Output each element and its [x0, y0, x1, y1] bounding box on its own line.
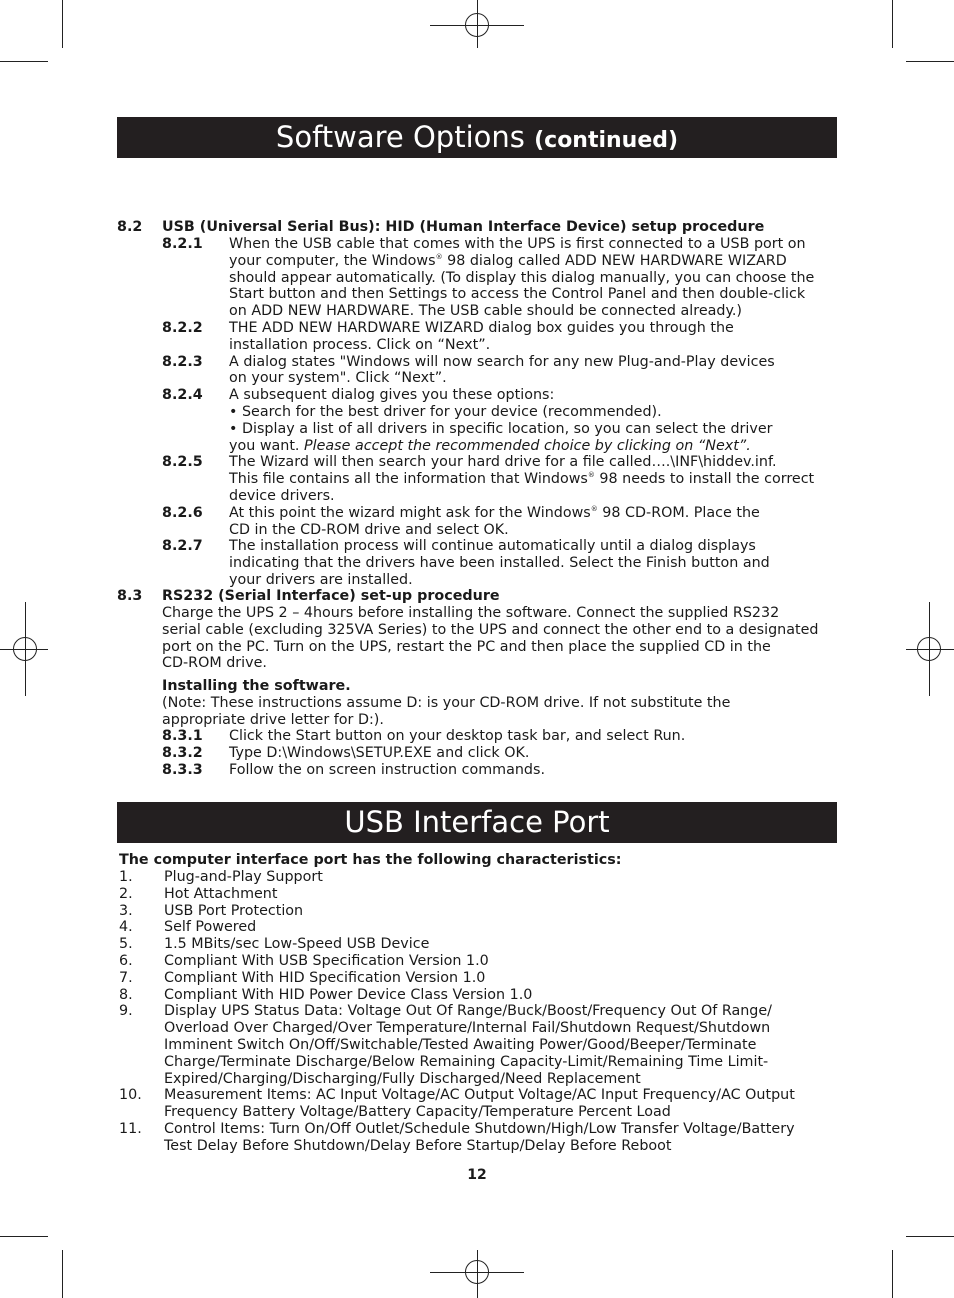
list-item-number: 1.	[119, 869, 133, 885]
section-heading: USB (Universal Serial Bus): HID (Human Interface Device) setup procedure	[162, 219, 765, 235]
step-text-line	[229, 421, 773, 438]
registered-mark: ®	[435, 252, 443, 261]
list-item-text: Control Items: Turn On/Off Outlet/Schedule Shutdown/High/Low Transfer Voltage/Battery	[164, 1121, 795, 1137]
text-run: • Search for the best driver for your device (recommended).	[229, 404, 662, 420]
install-heading: Installing the software.	[162, 678, 351, 694]
paragraph-line: serial cable (excluding 325VA Series) to the UPS and connect the other end to a designated	[162, 621, 819, 638]
step-text: Click the Start button on your desktop task bar, and select Run.	[229, 728, 686, 744]
section-number: 8.2	[117, 219, 143, 235]
section-number: 8.3	[117, 588, 143, 604]
text-run: on ADD NEW HARDWARE. The USB cable should be connected already.)	[229, 303, 743, 320]
list-item-number: 6.	[119, 953, 133, 969]
note-line: (Note: These instructions assume D: is your CD-ROM drive. If not substitute the	[162, 695, 731, 711]
paragraph-line: CD-ROM drive.	[162, 655, 267, 672]
list-item-text: USB Port Protection	[164, 902, 304, 919]
text-run: your computer, the Windows	[229, 252, 436, 269]
banner-title: Software Options	[275, 120, 525, 154]
step-number: 8.3.2	[162, 744, 203, 761]
list-item-number: 8.	[119, 986, 133, 1003]
section-heading: RS232 (Serial Interface) set-up procedure	[162, 588, 500, 604]
text-run: • Display a list of all drivers in specific location, so you can select the driver	[229, 420, 773, 437]
text-run: should appear automatically. (To display this dialog manually, you can choose the	[229, 269, 815, 286]
step-text-line	[229, 488, 335, 505]
list-item-number: 2.	[119, 885, 133, 902]
list-item-text: Charge/Terminate Discharge/Below Remaining Capacity-Limit/Remaining Time Limit-	[164, 1053, 769, 1070]
step-text-line	[229, 454, 777, 471]
list-item-number: 10.	[119, 1087, 142, 1104]
list-item-text: Compliant With USB Specification Version 1.0	[164, 953, 489, 969]
text-run: device drivers.	[229, 488, 335, 504]
step-text-line	[229, 303, 742, 320]
text-run: 98 dialog called ADD NEW HARDWARE WIZARD	[442, 252, 787, 269]
step-text-line	[229, 286, 805, 303]
text-run: your drivers are installed.	[229, 572, 413, 588]
list-item-number: 3.	[119, 902, 133, 919]
text-run: A dialog states "Windows will now search for any new Plug-and-Play devices	[229, 353, 775, 370]
list-item-text: Self Powered	[164, 919, 257, 936]
paragraph-line: port on the PC. Turn on the UPS, restart the PC and then place the supplied CD in the	[162, 638, 771, 655]
text-run: Start button and then Settings to access the Control Panel and then double-click	[229, 286, 806, 303]
list-item-number: 9.	[119, 1003, 133, 1020]
list-item-text: Compliant With HID Power Device Class Version 1.0	[164, 986, 533, 1003]
page-number: 12	[467, 1167, 487, 1183]
step-number: 8.2.7	[162, 538, 203, 555]
list-item-text: Test Delay Before Shutdown/Delay Before Startup/Delay Before Reboot	[164, 1137, 672, 1154]
text-run: indicating that the drivers have been installed. Select the Finish button and	[229, 555, 770, 572]
banner-title: USB Interface Port	[344, 805, 610, 839]
list-item-number: 5.	[119, 936, 133, 953]
registered-mark: ®	[587, 471, 595, 480]
step-text-line	[229, 270, 814, 287]
step-text: Follow the on screen instruction commands.	[229, 761, 545, 778]
step-text-line	[229, 572, 413, 589]
step-number: 8.2.4	[162, 387, 203, 404]
list-item-text: Measurement Items: AC Input Voltage/AC Output Voltage/AC Input Frequency/AC Output	[164, 1087, 795, 1104]
text-run: When the USB cable that comes with the UPS is first connected to a USB port on	[229, 236, 806, 252]
step-number: 8.2.3	[162, 353, 203, 370]
text-run: At this point the wizard might ask for the Windows	[229, 504, 591, 521]
paragraph-line: Charge the UPS 2 – 4hours before installing the software. Connect the supplied RS232	[162, 605, 780, 621]
list-item-number: 7.	[119, 969, 133, 986]
list-item-text: Compliant With HID Specification Version 1.0	[164, 969, 486, 986]
step-text-line	[229, 555, 770, 572]
list-item-text: Imminent Switch On/Off/Switchable/Tested Awaiting Power/Good/Beeper/Terminate	[164, 1037, 757, 1053]
text-run: THE ADD NEW HARDWARE WIZARD dialog box guides you through the	[229, 320, 734, 336]
step-text-line	[229, 404, 662, 421]
list-item-text: Frequency Battery Voltage/Battery Capacity/Temperature Percent Load	[164, 1104, 671, 1121]
step-text-line	[229, 253, 787, 270]
step-number: 8.2.2	[162, 320, 203, 336]
text-run: A subsequent dialog gives you these options:	[229, 387, 555, 404]
step-text-line	[229, 505, 760, 522]
text-run: 98 CD-ROM. Place the	[597, 504, 760, 521]
step-text-line	[229, 354, 775, 371]
step-text-line	[229, 370, 447, 387]
step-number: 8.2.6	[162, 504, 203, 521]
list-item-text: 1.5 MBits/sec Low-Speed USB Device	[164, 936, 430, 953]
banner-suffix: (continued)	[534, 128, 679, 153]
list-item-text: Expired/Charging/Discharging/Fully Discharged/Need Replacement	[164, 1070, 641, 1087]
registered-mark: ®	[590, 504, 598, 513]
step-text-line	[229, 320, 734, 337]
step-text-line	[229, 387, 554, 404]
text-run: The installation process will continue automatically until a dialog displays	[229, 538, 756, 555]
list-item-text: Plug-and-Play Support	[164, 869, 323, 885]
text-run: 98 needs to install the correct	[594, 471, 815, 488]
text-run: The Wizard will then search your hard drive for a file called….\INF\hiddev.inf.	[229, 454, 777, 471]
text-run: on your system". Click “Next”.	[229, 370, 447, 387]
text-run: This file contains all the information that Windows	[229, 471, 588, 488]
text-run: you want.	[229, 437, 305, 454]
emphasis-text: Please accept the recommended choice by clicking on “Next”.	[304, 437, 751, 454]
step-text-line	[229, 337, 490, 354]
section-banner-usb-interface-port	[117, 802, 837, 843]
characteristics-intro: The computer interface port has the following characteristics:	[119, 852, 622, 868]
list-item-number: 11.	[119, 1121, 142, 1137]
list-item-text: Hot Attachment	[164, 885, 278, 902]
step-number: 8.3.3	[162, 761, 203, 778]
step-text-line	[229, 522, 509, 539]
step-text: Type D:\Windows\SETUP.EXE and click OK.	[229, 744, 530, 761]
note-line: appropriate drive letter for D:).	[162, 711, 384, 728]
section-banner-software-options	[117, 117, 837, 158]
step-number: 8.2.1	[162, 236, 203, 252]
step-text-line	[229, 538, 756, 555]
text-run: CD in the CD-ROM drive and select OK.	[229, 521, 509, 538]
step-number: 8.2.5	[162, 454, 203, 471]
list-item-number: 4.	[119, 919, 133, 936]
step-number: 8.3.1	[162, 728, 203, 744]
step-text-line	[229, 438, 751, 455]
step-text-line	[229, 471, 814, 488]
step-text-line	[229, 236, 806, 253]
list-item-text: Overload Over Charged/Over Temperature/Internal Fail/Shutdown Request/Shutdown	[164, 1020, 771, 1037]
text-run: installation process. Click on “Next”.	[229, 336, 491, 353]
list-item-text: Display UPS Status Data: Voltage Out Of Range/Buck/Boost/Frequency Out Of Range/	[164, 1003, 772, 1020]
